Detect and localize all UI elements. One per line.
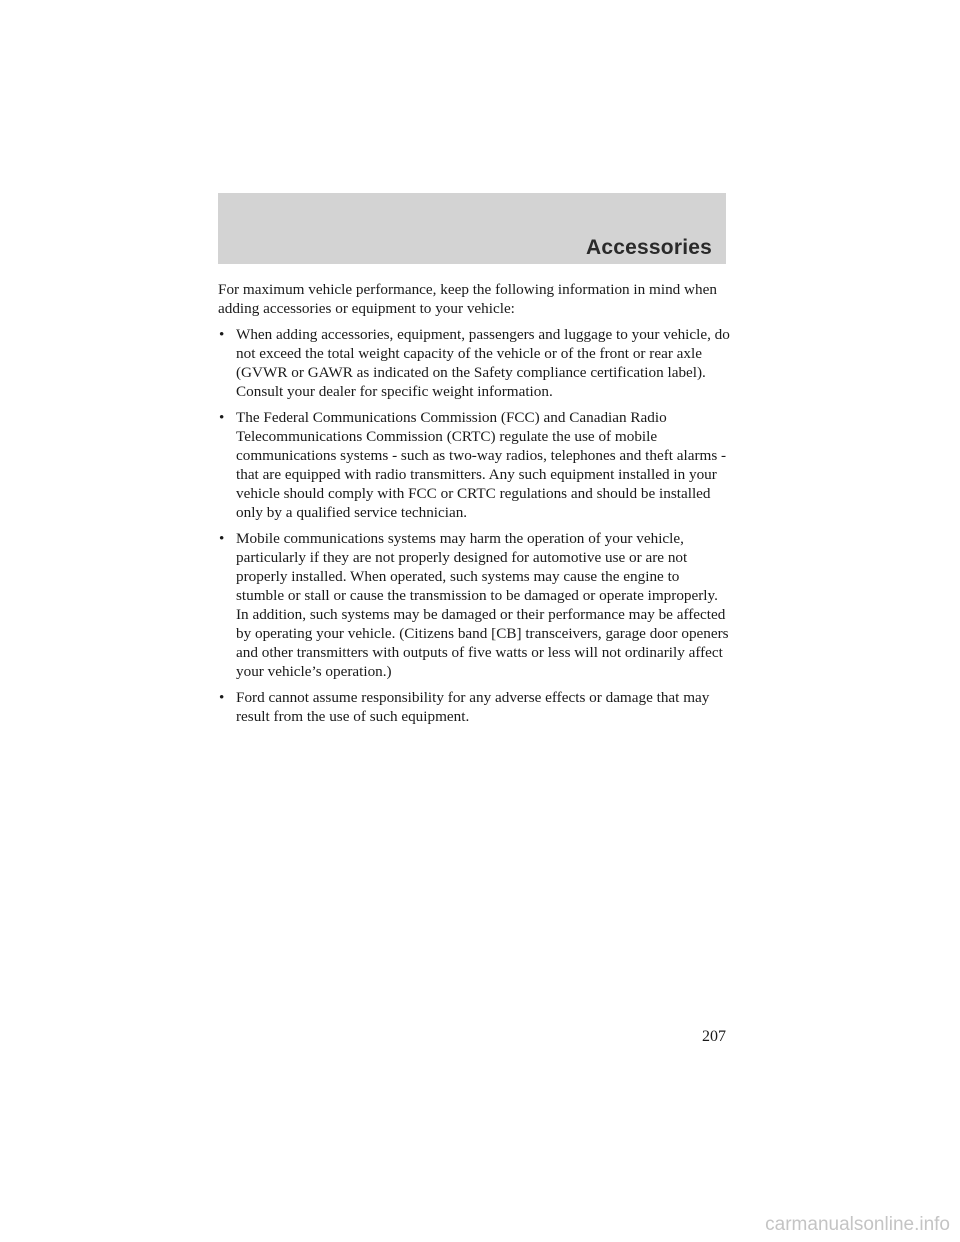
bullet-item (218, 529, 730, 681)
page-number: 207 (702, 1028, 726, 1045)
bullet-item (218, 408, 730, 522)
bullet-icon: • (219, 689, 225, 706)
section-title: Accessories (586, 236, 712, 259)
bullet-list (218, 325, 730, 726)
page-content (218, 280, 730, 733)
section-header-band (218, 193, 726, 264)
bullet-icon: • (219, 530, 225, 547)
bullet-icon: • (219, 326, 225, 343)
bullet-item (218, 688, 730, 726)
intro-paragraph: For maximum vehicle performance, keep the following information in mind when adding accessories or equipment to your vehicle: (218, 281, 717, 317)
bullet-item (218, 325, 730, 401)
bullet-text: Mobile communications systems may harm the operation of your vehicle, particularly if they are not properly designed for automotive use or are not properly installed. When operated, such systems may cause the engine to stumble or stall or cause the transmission to be damaged or operate improperly. In addition, such systems may be damaged or their performance may be affected by operating your vehicle. (Citizens band [CB] transceivers, garage door openers and other transmitters with outputs of five watts or less will not ordinarily affect your vehicle’s operation.) (236, 530, 729, 680)
bullet-text: The Federal Communications Commission (FCC) and Canadian Radio Telecommunications Commission (CRTC) regulate the use of mobile communications systems - such as two-way radios, telephones and theft alarms - that are equipped with radio transmitters. Any such equipment installed in your vehicle should comply with FCC or CRTC regulations and should be installed only by a qualified service technician. (236, 409, 727, 521)
watermark-text: carmanualsonline.info (765, 1214, 950, 1235)
bullet-icon: • (219, 409, 225, 426)
bullet-text: Ford cannot assume responsibility for any adverse effects or damage that may result from the use of such equipment. (236, 689, 710, 725)
bullet-text: When adding accessories, equipment, passengers and luggage to your vehicle, do not exceed the total weight capacity of the vehicle or of the front or rear axle (GVWR or GAWR as indicated on the Safety compliance certification label). Consult your dealer for specific weight information. (236, 326, 730, 400)
